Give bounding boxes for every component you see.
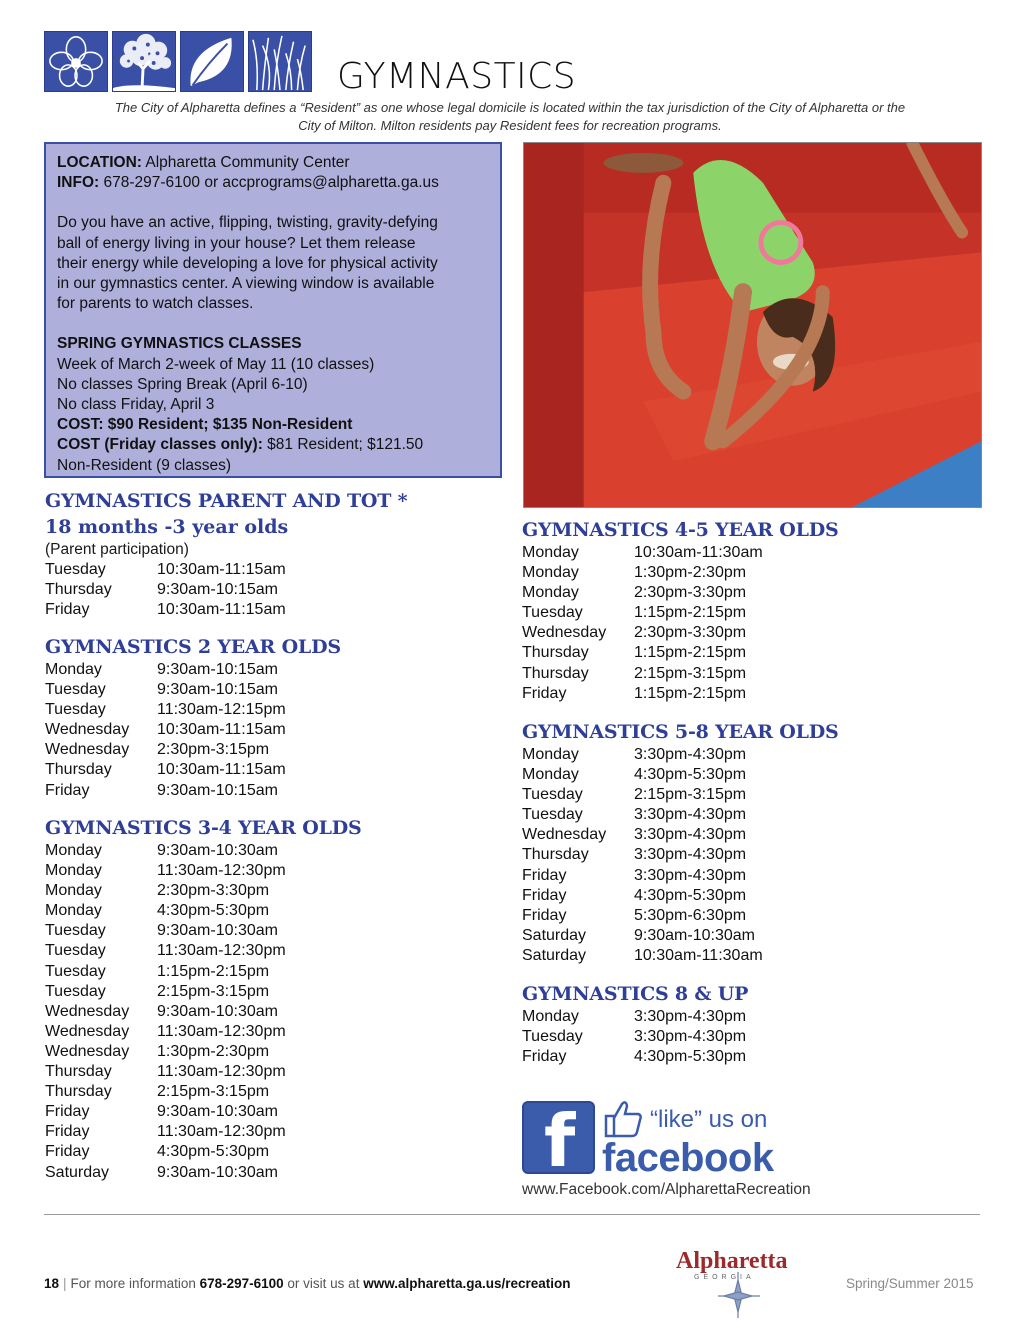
cost-friday-line2: Non-Resident (9 classes) [57,456,232,474]
schedule-time: 1:30pm-2:30pm [634,564,747,582]
schedule-row [45,1102,362,1122]
schedule-time: 9:30am-10:30am [634,926,755,944]
schedule-day: Thursday [45,581,112,599]
schedule-row [45,901,362,921]
classes-line: No class Friday, April 3 [57,396,215,414]
schedule-time: 9:30am-10:30am [157,1103,278,1121]
schedule-time: 9:30am-10:30am [157,842,278,859]
schedule-day: Friday [45,601,90,619]
schedule-time: 3:30pm-4:30pm [634,1028,747,1046]
schedule-row [45,600,407,620]
footer-text: or visit us at [283,1276,364,1291]
schedule-time: 3:30pm-4:30pm [634,866,747,884]
schedule-time: 4:30pm-5:30pm [634,766,747,784]
schedule-day: Thursday [45,1063,112,1081]
schedule-day: Friday [45,1123,90,1141]
schedule-time: 9:30am-10:15am [157,681,278,699]
schedule-row [45,760,341,780]
schedule-row [45,660,341,680]
schedule-time: 11:30am-12:30pm [157,1022,286,1040]
resident-note-line: The City of Alpharetta defines a “Resident” as one whose legal domicile is located within the tax jurisdiction of the City of Alpharetta or the [114,100,906,115]
schedule-day: Tuesday [45,701,106,719]
footer-separator: | [63,1276,67,1291]
schedule-row [522,603,839,623]
schedule-row [522,1047,748,1067]
tree-icon [112,31,176,92]
section-subtitle: 18 months -3 year olds [45,516,289,538]
schedule-day: Tuesday [45,942,106,960]
info-value: 678-297-6100 or accprograms@alpharetta.ga.us [99,174,439,192]
schedule-row [45,921,362,941]
schedule-row [522,583,839,603]
logo-wordmark: Alpharetta [676,1248,788,1274]
cost-friday-line [57,435,490,455]
leaf-icon [180,31,244,92]
section-title: GYMNASTICS 3-4 YEAR OLDS [45,817,362,839]
schedule-row [45,781,341,801]
schedule-row [522,1007,748,1027]
schedule-row [45,1022,362,1042]
schedule-row [45,740,341,760]
facebook-wordmark: facebook [602,1136,774,1180]
description-line: their energy while developing a love for physical activity [57,254,438,272]
section-8-and-up [522,981,748,1067]
section-3-4-year-olds [45,815,362,1183]
footer [44,1276,571,1291]
schedule-day: Tuesday [45,962,106,980]
section-title: GYMNASTICS PARENT AND TOT * [45,490,408,512]
schedule-time: 2:15pm-3:15pm [634,664,747,682]
section-title: GYMNASTICS 8 & UP [522,983,749,1005]
alpharetta-logo [668,1232,790,1318]
schedule-day: Friday [522,886,567,904]
facebook-url-link[interactable]: www.Facebook.com/AlpharettaRecreation [522,1181,811,1198]
schedule-time: 9:30am-10:15am [157,781,278,799]
header-icons [44,31,312,92]
facebook-logo-icon: f [522,1101,595,1174]
schedule-day: Tuesday [522,1028,583,1046]
schedule-row [45,841,362,861]
schedule-day: Monday [522,564,579,582]
schedule-day: Friday [45,781,90,799]
schedule-day: Saturday [45,1163,110,1181]
schedule-time: 1:15pm-2:15pm [157,962,270,980]
schedule-time: 2:30pm-3:15pm [157,741,270,759]
schedule-time: 9:30am-10:15am [157,581,278,599]
section-note: (Parent participation) [45,541,189,558]
schedule-row [45,720,341,740]
schedule-time: 3:30pm-4:30pm [634,846,747,864]
schedule-day: Monday [45,882,102,900]
schedule-list [45,560,407,620]
schedule-row [45,1142,362,1162]
schedule-row [522,1027,748,1047]
schedule-time: 3:30pm-4:30pm [634,746,747,763]
schedule-time: 1:15pm-2:15pm [634,604,747,622]
location-value: Alpharetta Community Center [141,154,350,171]
schedule-row [522,946,839,966]
schedule-day: Monday [522,1008,579,1025]
schedule-list [45,841,362,1183]
schedule-row [522,906,839,926]
classes-line: No classes Spring Break (April 6-10) [57,375,308,393]
schedule-row [522,664,839,684]
schedule-row [45,1042,362,1062]
schedule-row [45,1082,362,1102]
footer-text: For more information [70,1276,200,1291]
cost-friday-value: $81 Resident; $121.50 [262,436,424,454]
cost-value: $90 Resident; $135 Non-Resident [103,416,353,434]
schedule-day: Monday [45,842,102,859]
schedule-time: 11:30am-12:30pm [157,942,286,960]
schedule-time: 5:30pm-6:30pm [634,906,747,924]
schedule-time: 1:15pm-2:15pm [634,644,747,662]
classes-heading: SPRING GYMNASTICS CLASSES [57,335,302,353]
schedule-day: Thursday [45,1083,112,1101]
schedule-day: Tuesday [522,806,583,824]
resident-note-line: City of Milton. Milton residents pay Resident fees for recreation programs. [298,118,722,133]
description-line: Do you have an active, flipping, twisting, gravity-defying [57,214,438,232]
schedule-row [522,643,839,663]
schedule-day: Wednesday [45,1022,130,1040]
description-line: in our gymnastics center. A viewing window is available [57,275,435,293]
schedule-row [45,941,362,961]
schedule-row [45,962,362,982]
schedule-row [45,700,341,720]
schedule-time: 11:30am-12:30pm [157,1123,286,1141]
schedule-time: 11:30am-12:30pm [157,862,286,880]
schedule-day: Wednesday [522,826,607,844]
footer-website-link[interactable]: www.alpharetta.ga.us/recreation [363,1276,571,1291]
resident-note [60,99,960,135]
schedule-row [522,805,839,825]
schedule-time: 1:30pm-2:30pm [157,1042,270,1060]
schedule-row [522,765,839,785]
schedule-row [522,563,839,583]
schedule-time: 10:30am-11:15am [157,761,286,779]
schedule-day: Wednesday [45,721,130,739]
schedule-time: 11:30am-12:30pm [157,1063,286,1081]
schedule-day: Monday [522,544,579,561]
schedule-row [522,785,839,805]
schedule-row [45,680,341,700]
schedule-list [522,745,839,966]
schedule-row [522,623,839,643]
schedule-row [522,745,839,765]
schedule-time: 9:30am-10:30am [157,922,278,940]
footer-divider [44,1214,980,1215]
schedule-time: 10:30am-11:15am [157,601,286,619]
schedule-day: Thursday [45,761,112,779]
thumbs-up-icon [602,1098,644,1138]
schedule-day: Tuesday [522,604,583,622]
gymnast-photo [523,142,982,508]
schedule-time: 2:30pm-3:30pm [157,882,270,900]
schedule-day: Tuesday [522,786,583,804]
cost-friday-label: COST (Friday classes only): [57,436,263,454]
page-number: 18 [44,1276,60,1291]
schedule-list [522,1007,748,1067]
schedule-row [45,560,407,580]
schedule-time: 1:15pm-2:15pm [634,684,747,702]
schedule-time: 11:30am-12:15pm [157,701,286,719]
location-line [57,153,490,173]
schedule-day: Thursday [522,846,589,864]
schedule-time: 3:30pm-4:30pm [634,1008,747,1025]
schedule-time: 10:30am-11:15am [157,721,286,739]
schedule-row [522,684,839,704]
schedule-row [45,1002,362,1022]
schedule-time: 2:15pm-3:15pm [157,982,270,1000]
schedule-time: 3:30pm-4:30pm [634,806,747,824]
section-2-year-olds [45,634,341,801]
schedule-row [45,861,362,881]
schedule-time: 9:30am-10:30am [157,1163,278,1181]
footer-phone: 678-297-6100 [199,1276,284,1291]
schedule-day: Monday [522,746,579,763]
grass-icon [248,31,312,92]
season-label: Spring/Summer 2015 [846,1276,974,1291]
section-title: GYMNASTICS 5-8 YEAR OLDS [522,721,839,743]
schedule-day: Monday [522,766,579,784]
schedule-time: 9:30am-10:30am [157,1002,278,1020]
schedule-day: Saturday [522,926,587,944]
info-line [57,173,490,193]
flower-icon [44,31,108,92]
schedule-time: 2:15pm-3:15pm [634,786,747,804]
schedule-time: 4:30pm-5:30pm [157,1143,270,1161]
schedule-row [522,543,839,563]
cost-label: COST: [57,416,104,434]
schedule-time: 10:30am-11:30am [634,946,763,964]
facebook-like-text: “like” us on [650,1106,768,1133]
schedule-row [522,866,839,886]
schedule-row [522,825,839,845]
schedule-time: 10:30am-11:15am [157,561,286,578]
schedule-day: Friday [45,1143,90,1161]
schedule-day: Thursday [522,644,589,662]
schedule-time: 4:30pm-5:30pm [157,902,270,920]
cost-line [57,415,490,435]
info-box [44,142,502,478]
schedule-row [45,580,407,600]
schedule-row [45,1122,362,1142]
schedule-day: Friday [522,684,567,702]
info-label: INFO: [57,174,100,192]
page-title: GYMNASTICS [337,56,577,97]
section-parent-tot [45,488,407,620]
schedule-time: 4:30pm-5:30pm [634,1048,747,1066]
schedule-day: Tuesday [45,681,106,699]
schedule-day: Monday [45,661,102,678]
schedule-time: 3:30pm-4:30pm [634,826,747,844]
schedule-day: Tuesday [45,561,106,578]
schedule-day: Friday [522,866,567,884]
schedule-day: Friday [522,1048,567,1066]
schedule-row [45,1163,362,1183]
schedule-time: 2:30pm-3:30pm [634,584,747,602]
schedule-day: Tuesday [45,982,106,1000]
schedule-time: 10:30am-11:30am [634,544,763,561]
schedule-day: Monday [522,584,579,602]
schedule-time: 2:15pm-3:15pm [157,1083,270,1101]
schedule-time: 2:30pm-3:30pm [634,624,747,642]
section-4-5-year-olds [522,517,839,704]
description-line: ball of energy living in your house? Let them release [57,234,416,252]
schedule-list [522,543,839,704]
schedule-time: 9:30am-10:15am [157,661,278,678]
description-line: for parents to watch classes. [57,295,254,313]
schedule-day: Saturday [522,946,587,964]
schedule-day: Friday [522,906,567,924]
facebook-banner[interactable] [522,1098,822,1183]
schedule-row [522,845,839,865]
logo-subtitle: GEORGIA [694,1274,755,1281]
classes-line: Week of March 2-week of May 11 (10 classes) [57,355,375,373]
schedule-time: 4:30pm-5:30pm [634,886,747,904]
schedule-row [45,881,362,901]
section-title: GYMNASTICS 2 YEAR OLDS [45,636,341,658]
schedule-day: Wednesday [45,1042,130,1060]
schedule-day: Thursday [522,664,589,682]
section-5-8-year-olds [522,719,839,966]
schedule-row [522,926,839,946]
schedule-day: Monday [45,862,102,880]
schedule-row [45,982,362,1002]
section-title: GYMNASTICS 4-5 YEAR OLDS [522,519,839,541]
description [57,213,490,314]
schedule-day: Monday [45,902,102,920]
schedule-day: Wednesday [522,624,607,642]
schedule-list [45,660,341,801]
schedule-row [522,886,839,906]
schedule-day: Friday [45,1103,90,1121]
schedule-row [45,1062,362,1082]
schedule-day: Wednesday [45,741,130,759]
location-label: LOCATION: [57,154,142,171]
schedule-day: Wednesday [45,1002,130,1020]
schedule-day: Tuesday [45,922,106,940]
